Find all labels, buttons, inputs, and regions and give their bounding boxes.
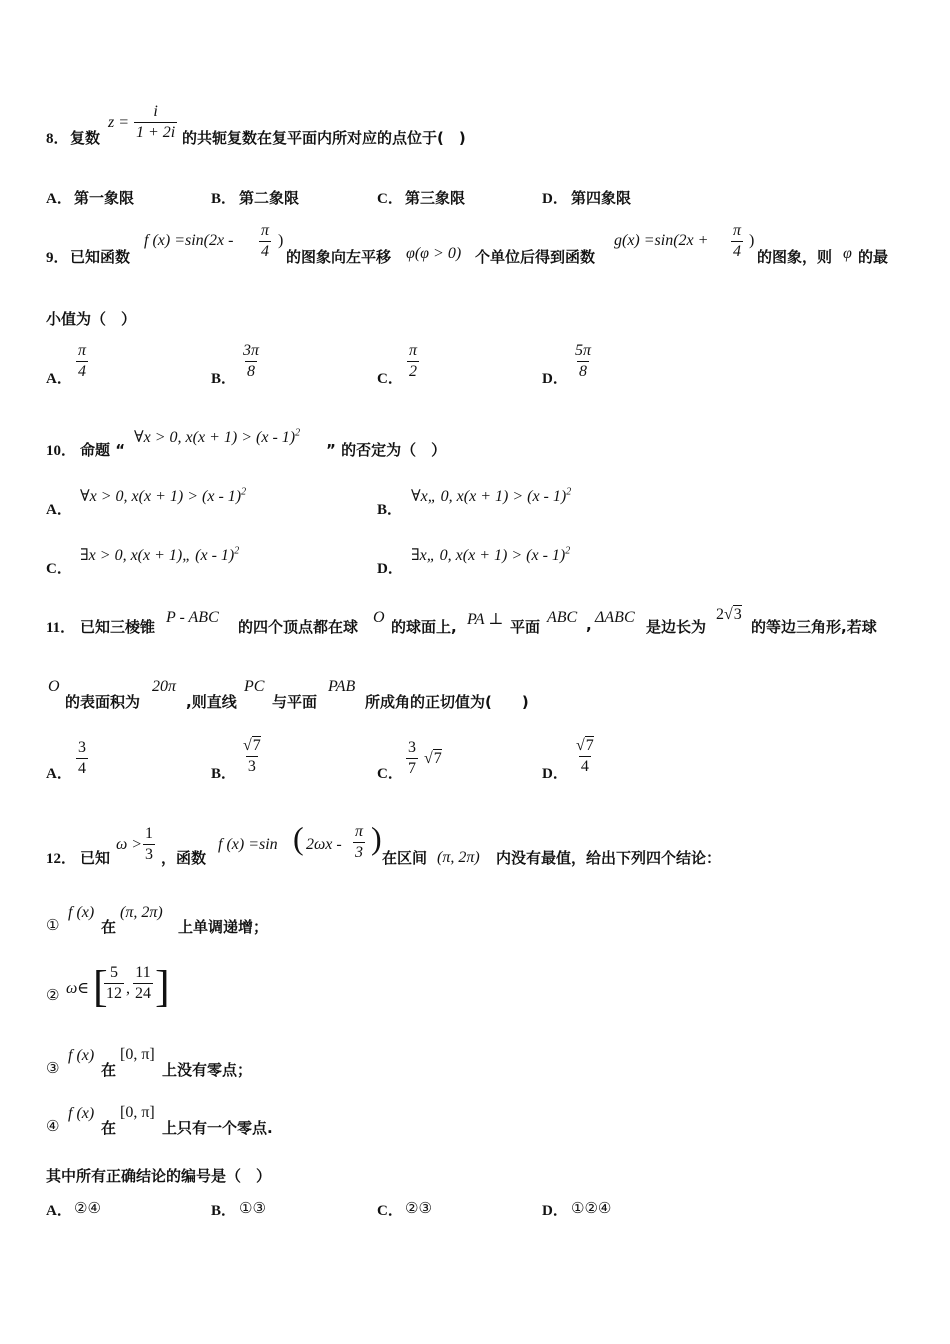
- q11-t6: 是边长为: [646, 618, 707, 636]
- q10-option-c-label: C．: [46, 561, 72, 577]
- q11-option-a-label: A．: [46, 766, 72, 782]
- question-8-fraction: $\frac{i}{1 + 2i}$: [136, 103, 176, 141]
- q10-option-b: ∀x„ 0, x(x + 1) > (x - 1)$^2$: [411, 486, 572, 505]
- q12-t4: 内没有最值，给出下列四个结论：: [496, 849, 722, 867]
- q12-statement-3-t1: 在: [101, 1061, 117, 1079]
- q11-l2t2: ,则直线: [186, 693, 237, 711]
- q12-t1: 已知: [80, 849, 111, 867]
- q12-option-d: ①②④: [571, 1199, 612, 1217]
- question-9-f-fraction: $\frac{\pi}{4}$: [261, 222, 270, 260]
- question-9-line2: 小值为（ ）: [46, 310, 137, 328]
- q10-option-d: ∃x„ 0, x(x + 1) > (x - 1)$^2$: [411, 545, 571, 564]
- q12-inner-fraction: $\frac{\pi}{3}$: [355, 823, 364, 861]
- q12-statement-3-interval: [0, π]: [120, 1046, 155, 1063]
- q11-l2m1: O: [48, 678, 60, 695]
- q12-inner: 2ωx -: [306, 836, 342, 853]
- q11-l2m2: 20π: [152, 678, 177, 695]
- q9-option-d-label: D．: [542, 371, 568, 387]
- q12-paren-open: (: [293, 820, 304, 856]
- q11-t7: 的等边三角形,若球: [751, 618, 877, 636]
- q11-m4: ABC: [547, 609, 578, 626]
- q12-statement-3-mark: ③: [46, 1059, 60, 1077]
- q12-statement-2-omega: ω∈: [66, 980, 90, 997]
- q12-statement-4-t2: 上只有一个零点.: [162, 1119, 273, 1137]
- q12-option-d-label: D．: [542, 1203, 568, 1219]
- q12-option-b: ①③: [239, 1199, 266, 1217]
- question-9-text-mid2: 个单位后得到函数: [475, 248, 596, 266]
- q11-l2m4: PAB: [328, 678, 356, 695]
- q10-option-b-label: B．: [377, 502, 403, 518]
- q12-paren-close: ): [371, 820, 382, 856]
- q12-option-a: ②④: [74, 1199, 101, 1217]
- question-9-g-close: ): [749, 232, 755, 249]
- q12-statement-4-f: f (x): [68, 1105, 95, 1122]
- q11-t1: 已知三棱锥: [80, 618, 156, 636]
- q12-option-c-label: C．: [377, 1203, 403, 1219]
- question-9-g-fraction: $\frac{\pi}{4}$: [733, 222, 742, 260]
- q12-statement-4-mark: ④: [46, 1117, 60, 1135]
- q12-statement-2-bracket-close: ]: [155, 962, 170, 1011]
- q12-statement-3-f: f (x): [68, 1047, 95, 1064]
- q12-f: f (x) =sin: [218, 836, 278, 853]
- q10-option-a-label: A．: [46, 502, 72, 518]
- q12-statement-2-fraction-b: $\frac{11}{24}$: [135, 964, 151, 1002]
- q11-option-d-label: D．: [542, 766, 568, 782]
- q12-statement-3-t2: 上没有零点；: [162, 1061, 253, 1079]
- question-10-text-post: ” 的否定为（ ）: [326, 441, 447, 459]
- q9-option-b: $\frac{3\pi}{8}$: [243, 342, 260, 380]
- q8-option-a-label: A．: [46, 191, 72, 207]
- question-12-number: 12．: [46, 851, 77, 867]
- q9-option-c-label: C．: [377, 371, 403, 387]
- question-9-phi: φ(φ > 0): [406, 245, 462, 262]
- question-10-text: 命题 “: [80, 441, 126, 459]
- q11-m3: PA ⊥: [467, 611, 504, 628]
- q11-l2t3: 与平面: [272, 693, 318, 711]
- question-9-phi2: φ: [843, 245, 852, 262]
- question-9-text: 已知函数: [70, 248, 131, 266]
- q11-t5: ,: [586, 616, 592, 634]
- q10-option-c: ∃x > 0, x(x + 1)„ (x - 1)$^2$: [80, 545, 240, 564]
- question-8-text: 复数: [70, 129, 101, 147]
- q12-statement-2-mark: ②: [46, 986, 60, 1004]
- q12-t3: 在区间: [382, 849, 428, 867]
- question-8-z: z =: [108, 114, 130, 131]
- q8-option-d: 第四象限: [571, 189, 632, 207]
- q8-option-a: 第一象限: [74, 189, 135, 207]
- q9-option-d: $\frac{5\pi}{8}$: [575, 342, 592, 380]
- q11-option-b-label: B．: [211, 766, 237, 782]
- q11-m2: O: [373, 609, 385, 626]
- q12-interval: (π, 2π): [437, 849, 480, 866]
- q12-option-b-label: B．: [211, 1203, 237, 1219]
- q8-option-c: 第三象限: [405, 189, 466, 207]
- q12-omega: ω >: [116, 836, 143, 853]
- question-8-text-post: 的共轭复数在复平面内所对应的点位于( ): [182, 129, 466, 147]
- q12-omega-fraction: $\frac{1}{3}$: [145, 825, 153, 863]
- q12-statement-1-t2: 上单调递增；: [178, 918, 269, 936]
- q8-option-b: 第二象限: [239, 189, 300, 207]
- question-9-text-mid1: 的图象向左平移: [286, 248, 392, 266]
- q12-t2: ，函数: [161, 849, 207, 867]
- q11-option-a: $\frac{3}{4}$: [78, 739, 86, 777]
- q11-m1: P - ABC: [166, 609, 219, 626]
- q12-statement-4-interval: [0, π]: [120, 1104, 155, 1121]
- q11-option-b: $\frac{√7}{3}$: [243, 737, 261, 775]
- q11-option-d: $\frac{√7}{4}$: [576, 737, 594, 775]
- q8-option-b-label: B．: [211, 191, 237, 207]
- q12-ask: 其中所有正确结论的编号是（ ）: [46, 1167, 272, 1185]
- q10-option-a: ∀x > 0, x(x + 1) > (x - 1)$^2$: [80, 486, 247, 505]
- q11-t2: 的四个顶点都在球: [238, 618, 359, 636]
- q11-t4: 平面: [510, 618, 541, 636]
- q12-statement-2-comma: ,: [126, 980, 130, 997]
- question-9-g: g(x) =sin(2x +: [614, 232, 709, 249]
- q11-option-c-label: C．: [377, 766, 403, 782]
- q8-option-d-label: D．: [542, 191, 568, 207]
- question-9-text-end: 的最: [858, 248, 889, 266]
- q12-statement-1-interval: (π, 2π): [120, 904, 163, 921]
- q12-statement-1-mark: ①: [46, 916, 60, 934]
- q11-m6: 2√3: [716, 606, 742, 623]
- q12-statement-1-t1: 在: [101, 918, 117, 936]
- q11-t3: 的球面上,: [391, 618, 457, 636]
- q12-statement-2-fraction-a: $\frac{5}{12}$: [106, 964, 122, 1002]
- q11-l2m3: PC: [244, 678, 265, 695]
- q11-option-c: $\frac{3}{7}$: [408, 739, 416, 777]
- question-9-text-mid3: 的图象，则: [757, 248, 833, 266]
- q9-option-c: $\frac{\pi}{2}$: [409, 342, 418, 380]
- question-10-number: 10．: [46, 443, 77, 459]
- q12-statement-4-t1: 在: [101, 1119, 117, 1137]
- q12-statement-2-bracket-open: [: [93, 962, 108, 1011]
- q9-option-a-label: A．: [46, 371, 72, 387]
- q12-option-a-label: A．: [46, 1203, 72, 1219]
- q11-l2t4: 所成角的正切值为( ): [365, 693, 529, 711]
- question-9-number: 9．: [46, 250, 69, 266]
- q9-option-a: $\frac{\pi}{4}$: [78, 342, 87, 380]
- q12-statement-1-f: f (x): [68, 904, 95, 921]
- q11-m5: ΔABC: [595, 609, 635, 626]
- question-9-f-close: ): [278, 232, 284, 249]
- q10-option-d-label: D．: [377, 561, 403, 577]
- q11-option-c-root: √7: [424, 750, 442, 767]
- q8-option-c-label: C．: [377, 191, 403, 207]
- question-8-number: 8．: [46, 131, 69, 147]
- question-9-f: f (x) =sin(2x -: [144, 232, 234, 249]
- q9-option-b-label: B．: [211, 371, 237, 387]
- question-11-number: 11．: [46, 620, 76, 636]
- question-10-prop: ∀x > 0, x(x + 1) > (x - 1)$^2$: [134, 427, 301, 446]
- q11-l2t1: 的表面积为: [65, 693, 141, 711]
- q12-option-c: ②③: [405, 1199, 432, 1217]
